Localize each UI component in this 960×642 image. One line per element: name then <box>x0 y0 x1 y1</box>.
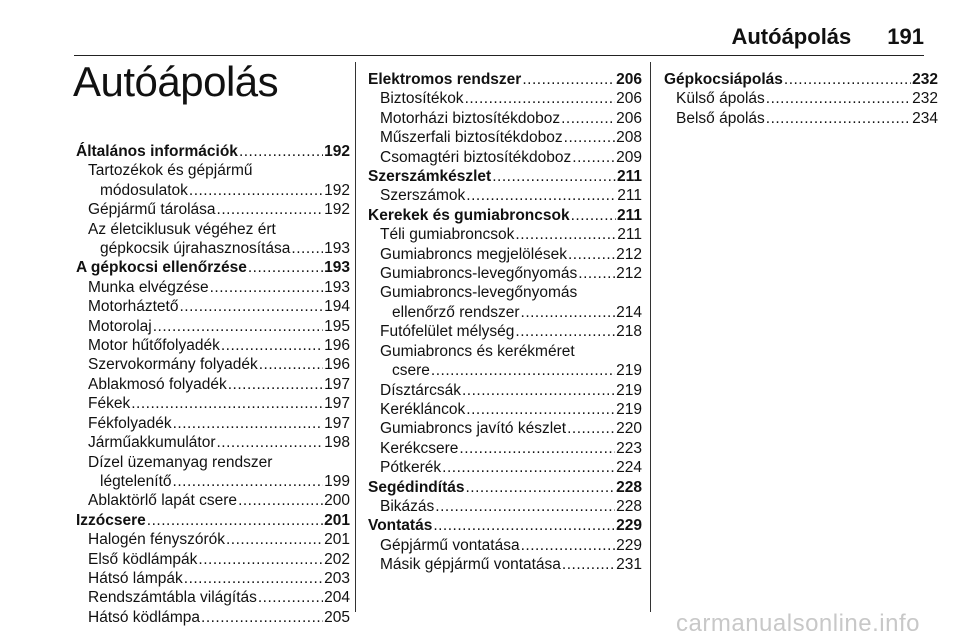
toc-page-number: 220 <box>616 420 642 438</box>
dot-leader <box>435 497 615 516</box>
toc-entry-title: Motorháztető <box>88 298 179 316</box>
toc-entry-title: Ablakmosó folyadék <box>88 375 227 393</box>
dot-leader <box>239 142 323 161</box>
toc-entry[interactable] <box>76 278 350 297</box>
toc-section[interactable] <box>664 70 938 89</box>
toc-page-number: 224 <box>616 459 642 477</box>
toc-page-number: 219 <box>616 362 642 380</box>
dot-leader <box>571 206 616 225</box>
toc-page-number: 219 <box>616 400 642 418</box>
toc-entry-title: Hátsó ködlámpa <box>88 608 201 626</box>
toc-entry[interactable] <box>76 297 350 316</box>
toc-column-1 <box>76 142 350 627</box>
dot-leader <box>217 433 324 452</box>
toc-entry[interactable] <box>76 355 350 374</box>
toc-entry[interactable] <box>368 536 642 555</box>
toc-entry[interactable] <box>664 89 938 108</box>
toc-entry-title: Műszerfali biztosítékdoboz <box>380 129 563 147</box>
toc-page-number: 193 <box>324 240 350 258</box>
dot-leader <box>131 394 323 413</box>
toc-entry-title: Az életciklusuk végéhez ért <box>88 220 276 238</box>
dot-leader <box>492 167 616 186</box>
toc-entry-title: Bikázás <box>380 497 435 515</box>
dot-leader <box>515 322 615 341</box>
dot-leader <box>521 303 616 322</box>
dot-leader <box>784 70 911 89</box>
dot-leader <box>572 148 615 167</box>
toc-column-3 <box>664 70 938 128</box>
page-header <box>731 24 924 54</box>
dot-leader <box>568 245 615 264</box>
dot-leader <box>462 381 615 400</box>
toc-entry[interactable] <box>368 245 642 264</box>
toc-page-number: 192 <box>324 201 350 219</box>
toc-entry[interactable] <box>368 264 642 283</box>
toc-entry-title: Halogén fényszórók <box>88 531 225 549</box>
column-divider <box>355 62 356 612</box>
toc-page-number: 208 <box>616 129 642 147</box>
dot-leader <box>189 181 323 200</box>
toc-entry[interactable] <box>368 555 642 574</box>
dot-leader <box>465 478 615 497</box>
toc-page-number: 228 <box>616 478 642 496</box>
dot-leader <box>184 569 323 588</box>
toc-entry[interactable] <box>368 361 642 380</box>
toc-entry-title: Gumiabroncs-levegőnyomás <box>380 284 578 302</box>
toc-entry[interactable] <box>76 239 350 258</box>
dot-leader <box>459 439 615 458</box>
toc-entry[interactable] <box>368 148 642 167</box>
toc-page-number: 194 <box>324 298 350 316</box>
dot-leader <box>221 336 323 355</box>
dot-leader <box>433 516 615 535</box>
toc-entry-title: Biztosítékok <box>380 90 464 108</box>
toc-entry[interactable] <box>368 439 642 458</box>
toc-page-number: 201 <box>324 511 350 529</box>
toc-entry-title: Segédindítás <box>368 478 465 496</box>
dot-leader <box>515 225 616 244</box>
toc-page-number: 229 <box>616 536 642 554</box>
dot-leader <box>521 536 616 555</box>
toc-page-number: 196 <box>324 337 350 355</box>
toc-entry-title: Motorházi biztosítékdoboz <box>380 109 561 127</box>
toc-page-number: 212 <box>616 245 642 263</box>
toc-page-number: 204 <box>324 589 350 607</box>
dot-leader <box>522 70 615 89</box>
dot-leader <box>562 555 615 574</box>
toc-page-number: 214 <box>616 303 642 321</box>
toc-entry[interactable] <box>76 414 350 433</box>
toc-entry-title: Motorolaj <box>88 317 152 335</box>
toc-entry[interactable] <box>368 225 642 244</box>
toc-page-number: 201 <box>324 531 350 549</box>
toc-page-number: 193 <box>324 278 350 296</box>
toc-entry[interactable] <box>76 181 350 200</box>
toc-entry[interactable] <box>368 458 642 477</box>
toc-page-number: 205 <box>324 608 350 626</box>
dot-leader <box>561 109 615 128</box>
dot-leader <box>173 472 324 491</box>
dot-leader <box>226 530 323 549</box>
toc-entry-title: Dísztárcsák <box>380 381 461 399</box>
toc-page-number: 211 <box>617 226 642 244</box>
toc-entry-title: Belső ápolás <box>676 109 765 127</box>
toc-page-number: 211 <box>616 168 642 186</box>
toc-page-number: 197 <box>324 414 350 432</box>
toc-section[interactable] <box>368 516 642 535</box>
dot-leader <box>564 128 615 147</box>
running-title: Autóápolás <box>731 24 852 49</box>
toc-page-number: 211 <box>616 206 642 224</box>
toc-entry-title: Hátsó lámpák <box>88 569 183 587</box>
toc-entry-title: Gumiabroncs megjelölések <box>380 245 567 263</box>
toc-entry[interactable] <box>76 472 350 491</box>
dot-leader <box>766 109 911 128</box>
dot-leader <box>466 186 616 205</box>
toc-entry[interactable] <box>368 497 642 516</box>
toc-entry-title: Külső ápolás <box>676 90 765 108</box>
toc-entry[interactable] <box>76 375 350 394</box>
toc-entry-title: Általános információk <box>76 143 238 160</box>
toc-entry[interactable] <box>368 322 642 341</box>
toc-page-number: 197 <box>324 375 350 393</box>
watermark: carmanualsonline.info <box>676 610 920 637</box>
toc-entry[interactable] <box>368 400 642 419</box>
toc-entry[interactable] <box>76 588 350 607</box>
toc-entry[interactable] <box>76 200 350 219</box>
toc-entry[interactable] <box>76 550 350 569</box>
toc-page-number: 195 <box>324 317 350 335</box>
toc-entry-title: gépkocsik újrahasznosítása <box>100 240 291 258</box>
dot-leader <box>766 89 911 108</box>
toc-entry-title: Tartozékok és gépjármű <box>88 162 253 180</box>
page-title: Autóápolás <box>73 58 279 105</box>
toc-entry-title: Másik gépjármű vontatása <box>380 556 561 574</box>
dot-leader <box>291 239 323 258</box>
toc-entry-title: módosulatok <box>100 181 188 199</box>
dot-leader <box>173 414 324 433</box>
toc-entry-title: Futófelület mélység <box>380 323 515 341</box>
toc-entry-title: Kerekek és gumiabroncsok <box>368 206 570 224</box>
toc-entry[interactable] <box>368 381 642 400</box>
toc-entry-title: Szervokormány folyadék <box>88 356 258 374</box>
toc-entry-title: Gumiabroncs-levegőnyomás <box>380 265 578 283</box>
dot-leader <box>198 550 323 569</box>
toc-entry-title: Munka elvégzése <box>88 278 209 296</box>
toc-page-number: 209 <box>616 148 642 166</box>
toc-section[interactable] <box>368 478 642 497</box>
toc-section[interactable] <box>76 511 350 530</box>
toc-entry-title: Szerszámok <box>380 187 466 205</box>
toc-page-number: 206 <box>616 71 642 88</box>
toc-entry[interactable] <box>368 186 642 205</box>
toc-page-number: 202 <box>324 550 350 568</box>
toc-entry-title: Fékfolyadék <box>88 414 172 432</box>
toc-entry-title: Izzócsere <box>76 511 146 529</box>
toc-entry-title: ellenőrző rendszer <box>392 303 520 321</box>
dot-leader <box>210 278 324 297</box>
toc-entry-title: Motor hűtőfolyadék <box>88 337 220 355</box>
toc-page-number: 197 <box>324 395 350 413</box>
dot-leader <box>201 608 323 627</box>
toc-entry-title: Gépjármű tárolása <box>88 201 216 219</box>
toc-entry-title: Gépkocsiápolás <box>664 71 783 88</box>
toc-entry-title: Kerékcsere <box>380 439 459 457</box>
dot-leader <box>217 200 324 219</box>
toc-entry-title: Kerékláncok <box>380 400 466 418</box>
toc-entry[interactable] <box>368 128 642 147</box>
toc-entry-title: A gépkocsi ellenőrzése <box>76 259 247 277</box>
toc-entry-title: Pótkerék <box>380 459 442 477</box>
toc-entry[interactable] <box>76 530 350 549</box>
toc-page-number: 199 <box>324 472 350 490</box>
toc-page-number: 234 <box>912 109 938 127</box>
toc-page-number: 200 <box>324 492 350 510</box>
toc-entry[interactable] <box>76 569 350 588</box>
toc-entry[interactable] <box>368 419 642 438</box>
dot-leader <box>578 264 615 283</box>
toc-entry-title: Csomagtéri biztosítékdoboz <box>380 148 572 166</box>
toc-entry-title: Gépjármű vontatása <box>380 536 520 554</box>
toc-page-number: 192 <box>324 143 350 160</box>
dot-leader <box>567 419 615 438</box>
toc-page-number: 198 <box>324 434 350 452</box>
dot-leader <box>442 458 615 477</box>
page-number: 191 <box>887 24 924 49</box>
toc-entry-title: Téli gumiabroncsok <box>380 226 515 244</box>
toc-page-number: 228 <box>616 497 642 515</box>
dot-leader <box>147 511 323 530</box>
toc-page-number: 219 <box>616 381 642 399</box>
toc-entry-title: Gumiabroncs és kerékméret <box>380 342 575 360</box>
toc-column-2 <box>368 70 642 575</box>
toc-entry[interactable] <box>76 336 350 355</box>
toc-entry[interactable] <box>76 394 350 413</box>
toc-page-number: 193 <box>324 259 350 277</box>
dot-leader <box>153 317 323 336</box>
dot-leader <box>248 258 323 277</box>
toc-entry-title: Fékek <box>88 395 131 413</box>
toc-entry-title: Gumiabroncs javító készlet <box>380 420 567 438</box>
toc-entry-title: Rendszámtábla világítás <box>88 589 257 607</box>
toc-entry-title: Vontatás <box>368 517 433 535</box>
dot-leader <box>466 400 615 419</box>
dot-leader <box>465 89 616 108</box>
dot-leader <box>431 361 615 380</box>
toc-page-number: 232 <box>912 90 938 108</box>
toc-section[interactable] <box>76 142 350 161</box>
toc-page-number: 192 <box>324 181 350 199</box>
toc-entry[interactable] <box>76 433 350 452</box>
toc-entry[interactable] <box>76 491 350 510</box>
toc-page-number: 231 <box>616 556 642 574</box>
toc-page-number: 218 <box>616 323 642 341</box>
toc-page-number: 223 <box>616 439 642 457</box>
toc-page-number: 196 <box>324 356 350 374</box>
column-divider <box>650 62 651 612</box>
header-rule <box>74 55 924 56</box>
toc-entry[interactable] <box>76 317 350 336</box>
toc-entry-title: Járműakkumulátor <box>88 434 216 452</box>
toc-entry-title: Dízel üzemanyag rendszer <box>88 453 273 471</box>
toc-section[interactable] <box>368 70 642 89</box>
dot-leader <box>258 588 323 607</box>
toc-entry-title: Szerszámkészlet <box>368 168 492 186</box>
toc-entry[interactable] <box>368 109 642 128</box>
toc-page-number: 203 <box>324 569 350 587</box>
dot-leader <box>179 297 323 316</box>
toc-page-number: 206 <box>616 109 642 127</box>
toc-page-number: 229 <box>616 517 642 535</box>
dot-leader <box>259 355 323 374</box>
toc-section[interactable] <box>368 167 642 186</box>
toc-section[interactable] <box>76 258 350 277</box>
toc-entry[interactable] <box>664 109 938 128</box>
toc-entry-title: csere <box>392 362 430 380</box>
toc-page-number: 212 <box>616 265 642 283</box>
toc-entry-title: légtelenítő <box>100 472 172 490</box>
toc-section[interactable] <box>368 206 642 225</box>
toc-entry[interactable] <box>368 303 642 322</box>
toc-entry[interactable] <box>368 89 642 108</box>
toc-page-number: 206 <box>616 90 642 108</box>
toc-entry-title: Első ködlámpák <box>88 550 198 568</box>
toc-page-number: 232 <box>912 71 938 88</box>
toc-entry-title: Elektromos rendszer <box>368 71 522 88</box>
toc-page-number: 211 <box>617 187 642 205</box>
toc-entry-title: Ablaktörlő lapát csere <box>88 492 238 510</box>
toc-entry[interactable] <box>76 608 350 627</box>
dot-leader <box>228 375 323 394</box>
dot-leader <box>238 491 323 510</box>
